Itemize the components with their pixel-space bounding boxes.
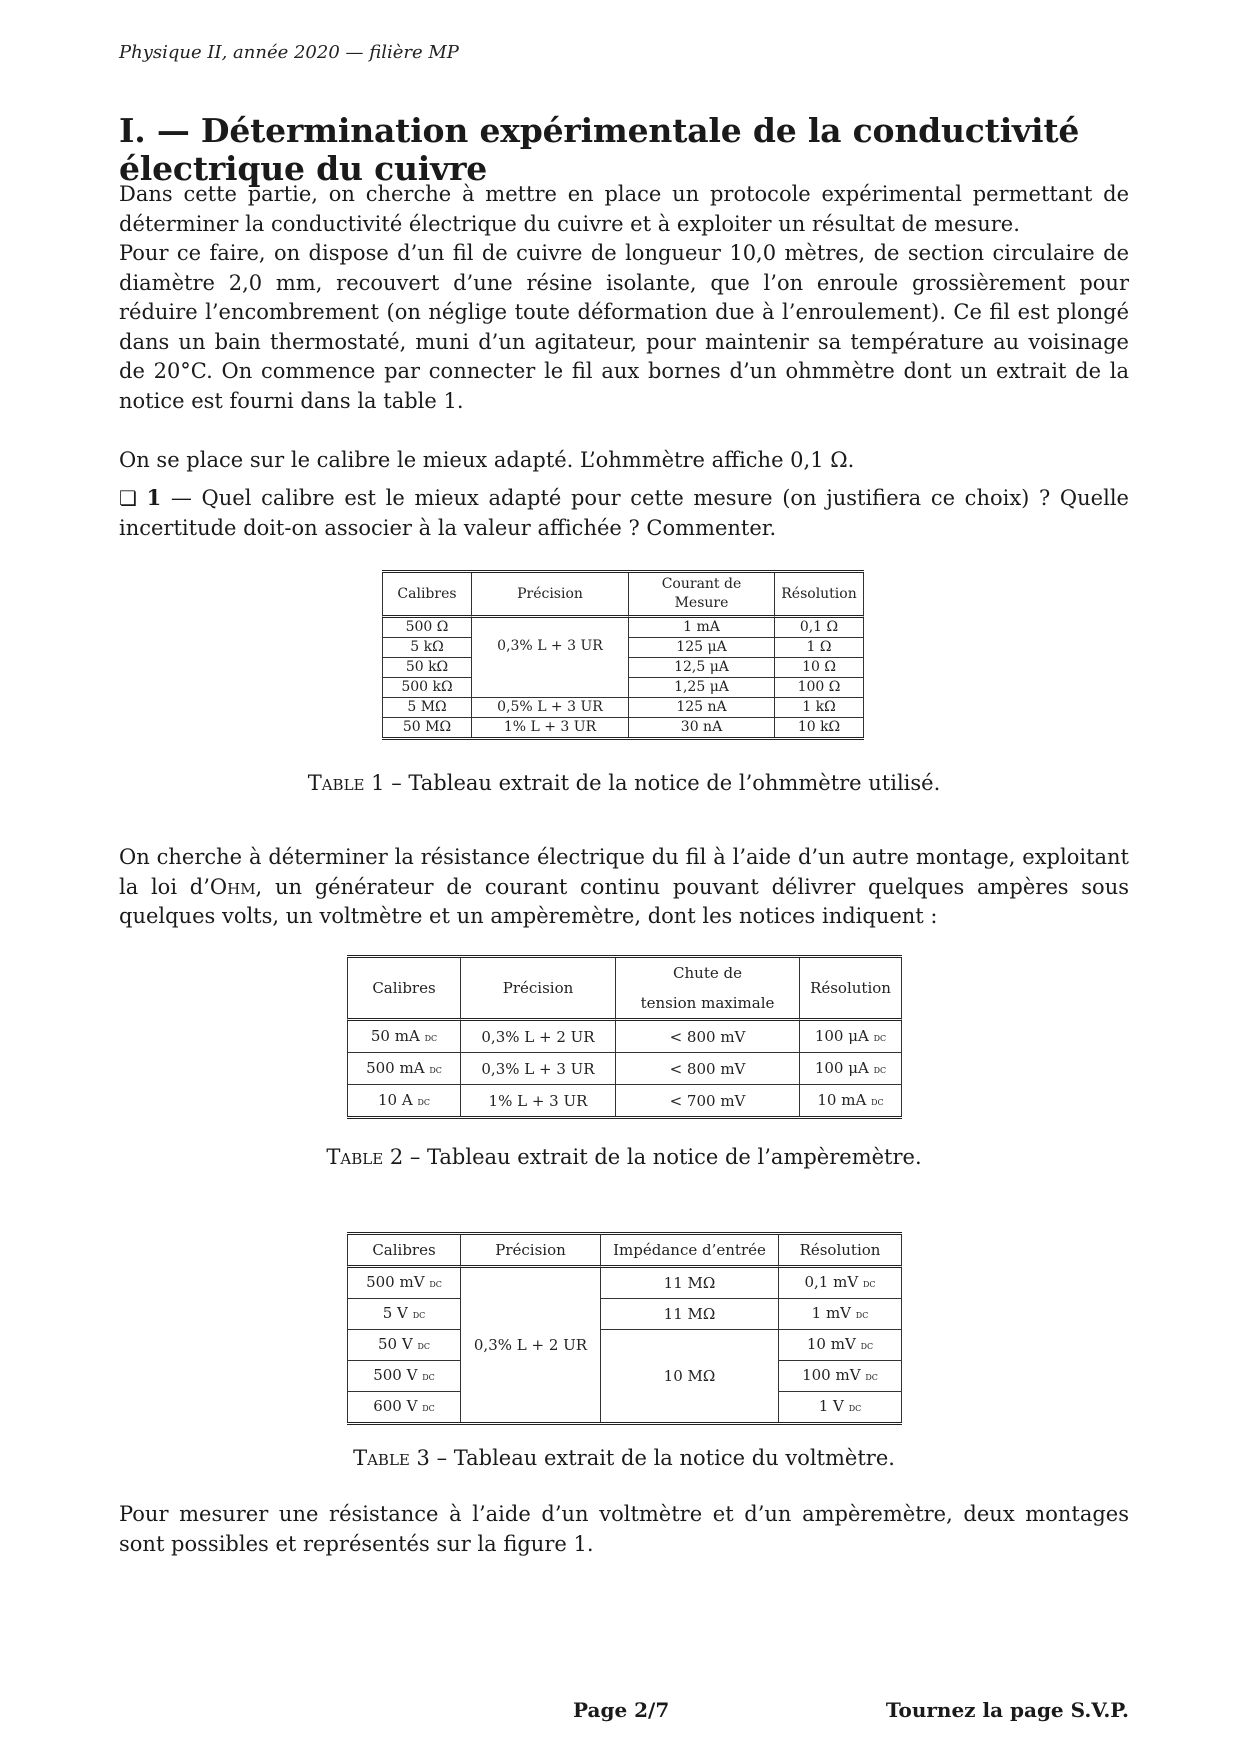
table-cell: < 800 mV (615, 1021, 799, 1052)
cell-value: 50 mA (370, 1027, 420, 1045)
table-cell: < 800 mV (615, 1052, 799, 1084)
table-header: Précision (460, 958, 615, 1021)
table-header: Résolution (799, 958, 902, 1021)
table-header: Impédance d’entrée (600, 1235, 778, 1268)
table-cell (778, 1268, 902, 1298)
caption-text: – Tableau extrait de la notice de l’ohmmètre utilisé. (384, 771, 941, 795)
cell-value: 1 mV (811, 1304, 852, 1322)
table-header: Résolution (778, 1235, 902, 1268)
cell-unit: dc (848, 1400, 862, 1414)
table-cell (347, 1052, 460, 1084)
caption-label: Table 1 (307, 771, 385, 795)
table-cell: 500 Ω (382, 618, 471, 637)
table3-caption (119, 1446, 1129, 1470)
table-cell (778, 1329, 902, 1360)
cell-unit: dc (865, 1369, 878, 1383)
table-cell: 30 nA (628, 717, 774, 737)
table-cell: 1% L + 3 UR (460, 1084, 615, 1116)
person-name: Ohm (209, 874, 256, 899)
table-cell: 10 MΩ (600, 1329, 778, 1422)
table-cell: 12,5 μA (628, 657, 774, 677)
cell-unit: dc (422, 1369, 435, 1383)
turn-page-note: Tournez la page S.V.P. (885, 1698, 1129, 1722)
table-cell (347, 1084, 460, 1116)
table-cell: 5 kΩ (382, 637, 471, 657)
cell-value: 100 μA (814, 1059, 869, 1077)
table-ohmmeter (382, 570, 864, 740)
table-cell: 0,3% L + 3 UR (460, 1052, 615, 1084)
table-cell: 11 MΩ (600, 1268, 778, 1298)
caption-text: – Tableau extrait de la notice de l’ampèremètre. (403, 1145, 922, 1169)
table1-caption (119, 771, 1129, 795)
cell-value: 500 V (373, 1366, 418, 1384)
table-header: Résolution (774, 573, 864, 618)
cell-unit: dc (871, 1094, 884, 1108)
table-cell (799, 1084, 902, 1116)
table-cell (778, 1360, 902, 1391)
table-ammeter (347, 955, 902, 1119)
table-cell: 0,3% L + 3 UR (471, 618, 628, 697)
cell-value: 10 mV (806, 1335, 856, 1353)
table-cell (347, 1021, 460, 1052)
table-cell (347, 1268, 460, 1298)
cell-value: 100 μA (814, 1027, 869, 1045)
table-cell: 0,5% L + 3 UR (471, 697, 628, 717)
cell-value: 500 mA (366, 1059, 425, 1077)
paragraph-ohmmeter-reading: On se place sur le calibre le mieux adapté. L’ohmmètre affiche 0,1 Ω. (119, 448, 855, 472)
table-cell: 1,25 μA (628, 677, 774, 697)
table-cell (778, 1391, 902, 1422)
table-cell (347, 1298, 460, 1329)
table-cell: 1 Ω (774, 637, 864, 657)
cell-unit: dc (862, 1276, 876, 1290)
table-cell (799, 1052, 902, 1084)
table-cell (347, 1360, 460, 1391)
table-cell: 0,3% L + 2 UR (460, 1021, 615, 1052)
table-header: Précision (471, 573, 628, 618)
table-cell: 10 Ω (774, 657, 864, 677)
running-header: Physique II, année 2020 — filière MP (119, 42, 459, 63)
cell-unit: dc (429, 1062, 442, 1076)
table-cell: 1 kΩ (774, 697, 864, 717)
question-1 (119, 483, 1129, 543)
cell-value: 500 mV (366, 1273, 425, 1291)
section-title: I. — Détermination expérimentale de la conductivité électrique du cuivre (119, 111, 1080, 188)
table-cell: 50 kΩ (382, 657, 471, 677)
table-header: Calibres (382, 573, 471, 618)
cell-unit: dc (873, 1030, 887, 1044)
table-cell: < 700 mV (615, 1084, 799, 1116)
table-cell (778, 1298, 902, 1329)
paragraph-intro: Dans cette partie, on cherche à mettre en place un protocole expérimental permettant de déterminer la conductivité électrique du cuivre et à exploiter un résultat de mesure. (119, 182, 1129, 236)
table-header (615, 958, 799, 1021)
cell-unit: dc (417, 1094, 430, 1108)
table-header: Calibres (347, 958, 460, 1021)
caption-label: Table 2 (326, 1145, 404, 1169)
table-cell: 10 kΩ (774, 717, 864, 737)
paragraph-montages: Pour mesurer une résistance à l’aide d’un voltmètre et d’un ampèremètre, deux montages sont possibles et représentés sur la figure 1. (119, 1502, 1129, 1556)
question-checkbox-icon: ❏ (119, 486, 137, 510)
table-cell (347, 1329, 460, 1360)
header-line: Chute de (673, 964, 742, 982)
table2-caption (119, 1145, 1129, 1169)
caption-text: – Tableau extrait de la notice du voltmètre. (429, 1446, 895, 1470)
cell-unit: dc (873, 1062, 887, 1076)
cell-value: 50 V (377, 1335, 413, 1353)
cell-unit: dc (429, 1276, 442, 1290)
cell-unit: dc (417, 1338, 430, 1352)
table-cell: 125 μA (628, 637, 774, 657)
table-cell: 50 MΩ (382, 717, 471, 737)
caption-label: Table 3 (353, 1446, 430, 1470)
cell-unit: dc (424, 1030, 438, 1044)
table-cell: 100 Ω (774, 677, 864, 697)
page-number: Page 2/7 (573, 1698, 670, 1722)
table-cell (347, 1391, 460, 1422)
table-cell: 1% L + 3 UR (471, 717, 628, 737)
question-number: 1 (146, 485, 162, 510)
text-span: , un générateur de courant continu pouvant délivrer quelques ampères sous quelques volts, un voltmètre et un ampèremètre, dont les notices indiquent : (119, 874, 1129, 929)
cell-unit: dc (412, 1307, 426, 1321)
table-cell: 125 nA (628, 697, 774, 717)
table-cell: 11 MΩ (600, 1298, 778, 1329)
cell-value: 0,1 mV (804, 1273, 859, 1291)
text-span: On cherche à déterminer la résistance électrique du fil à l’aide d’un autre montage, exploitant la loi d’ (119, 845, 1129, 899)
table-cell (799, 1021, 902, 1052)
cell-value: 10 A (377, 1091, 413, 1109)
cell-unit: dc (860, 1338, 874, 1352)
table-voltmeter (347, 1232, 902, 1425)
cell-value: 1 V (818, 1397, 844, 1415)
cell-value: 600 V (373, 1397, 418, 1415)
cell-unit: dc (855, 1307, 869, 1321)
table-cell: 500 kΩ (382, 677, 471, 697)
table-cell: 1 mA (628, 618, 774, 637)
paragraph-ohm-setup (119, 843, 1129, 932)
table-header: Calibres (347, 1235, 460, 1268)
table-cell: 0,3% L + 2 UR (460, 1268, 600, 1422)
cell-value: 5 V (382, 1304, 408, 1322)
question-dash: — (170, 486, 192, 510)
table-header: Précision (460, 1235, 600, 1268)
header-line: tension maximale (640, 994, 775, 1012)
question-text: Quel calibre est le mieux adapté pour cette mesure (on justifiera ce choix) ? Quelle incertitude doit-on associer à la valeur affichée ? Commenter. (119, 486, 1129, 540)
cell-unit: dc (422, 1400, 435, 1414)
table-cell: 0,1 Ω (774, 618, 864, 637)
table-header: Courant de Mesure (628, 573, 774, 618)
cell-value: 100 mV (802, 1366, 861, 1384)
cell-value: 10 mA (817, 1091, 867, 1109)
table-cell: 5 MΩ (382, 697, 471, 717)
paragraph-setup: Pour ce faire, on dispose d’un fil de cuivre de longueur 10,0 mètres, de section circulaire de diamètre 2,0 mm, recouvert d’une résine isolante, que l’on enroule grossièrement pour réduire l’encombrement (on néglige toute déformation due à l’enroulement). Ce fil est plongé dans un bain thermostaté, muni d’un agitateur, pour maintenir sa température au voisinage de 20°C. On commence par connecter le fil aux bornes d’un ohmmètre dont un extrait de la notice est fourni dans la table 1. (119, 241, 1129, 413)
